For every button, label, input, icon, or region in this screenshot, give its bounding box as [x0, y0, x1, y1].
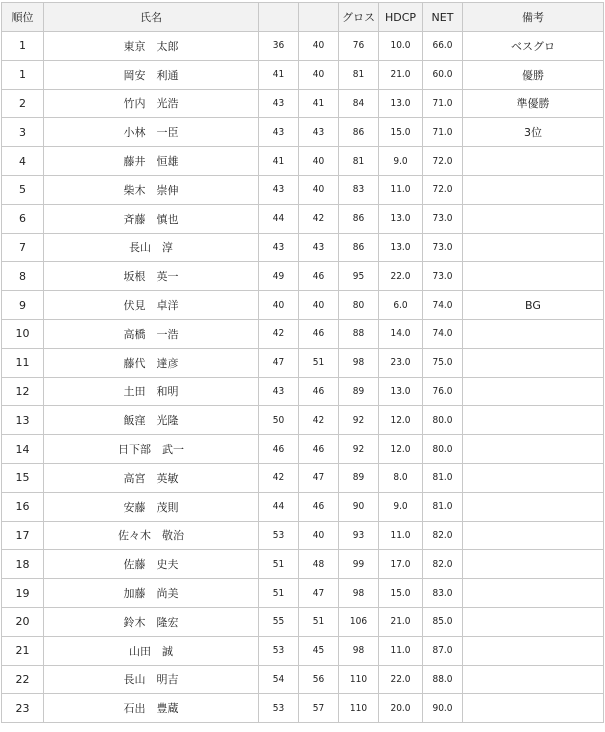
table-row	[2, 694, 604, 723]
table-row	[2, 492, 604, 521]
cell-out: 53	[259, 521, 299, 550]
cell-out: 36	[259, 32, 299, 61]
cell-net: 81.0	[423, 463, 463, 492]
cell-gross: 110	[339, 694, 379, 723]
cell-name: 竹内 光浩	[44, 89, 259, 118]
cell-net: 80.0	[423, 406, 463, 435]
cell-rank: 13	[2, 406, 44, 435]
cell-in: 46	[299, 492, 339, 521]
cell-rank: 17	[2, 521, 44, 550]
cell-net: 73.0	[423, 204, 463, 233]
cell-hdcp: 10.0	[379, 32, 423, 61]
cell-in: 51	[299, 607, 339, 636]
cell-in: 42	[299, 204, 339, 233]
cell-in: 46	[299, 435, 339, 464]
cell-hdcp: 15.0	[379, 579, 423, 608]
cell-name: 藤井 恒雄	[44, 147, 259, 176]
cell-remarks	[463, 521, 604, 550]
cell-gross: 99	[339, 550, 379, 579]
table-row	[2, 204, 604, 233]
cell-gross: 88	[339, 319, 379, 348]
cell-in: 40	[299, 147, 339, 176]
header-net: NET	[423, 3, 463, 32]
cell-remarks: 準優勝	[463, 89, 604, 118]
cell-hdcp: 11.0	[379, 175, 423, 204]
cell-remarks	[463, 377, 604, 406]
table-row	[2, 262, 604, 291]
cell-gross: 106	[339, 607, 379, 636]
cell-in: 45	[299, 636, 339, 665]
cell-rank: 22	[2, 665, 44, 694]
cell-gross: 83	[339, 175, 379, 204]
cell-name: 石出 豊蔵	[44, 694, 259, 723]
cell-gross: 81	[339, 60, 379, 89]
cell-name: 長山 明吉	[44, 665, 259, 694]
cell-gross: 80	[339, 291, 379, 320]
cell-hdcp: 9.0	[379, 147, 423, 176]
table-row	[2, 579, 604, 608]
cell-gross: 90	[339, 492, 379, 521]
cell-remarks	[463, 348, 604, 377]
cell-remarks	[463, 579, 604, 608]
cell-hdcp: 11.0	[379, 521, 423, 550]
table-row	[2, 89, 604, 118]
cell-rank: 8	[2, 262, 44, 291]
header-hdcp: HDCP	[379, 3, 423, 32]
cell-hdcp: 14.0	[379, 319, 423, 348]
table-row	[2, 348, 604, 377]
cell-net: 73.0	[423, 262, 463, 291]
cell-in: 40	[299, 32, 339, 61]
cell-out: 50	[259, 406, 299, 435]
cell-out: 47	[259, 348, 299, 377]
cell-out: 44	[259, 204, 299, 233]
cell-name: 坂根 英一	[44, 262, 259, 291]
cell-in: 47	[299, 579, 339, 608]
cell-rank: 15	[2, 463, 44, 492]
cell-rank: 10	[2, 319, 44, 348]
cell-hdcp: 21.0	[379, 60, 423, 89]
table-row	[2, 377, 604, 406]
cell-name: 飯窪 光隆	[44, 406, 259, 435]
cell-net: 66.0	[423, 32, 463, 61]
cell-rank: 11	[2, 348, 44, 377]
table-row	[2, 636, 604, 665]
cell-gross: 86	[339, 233, 379, 262]
cell-gross: 84	[339, 89, 379, 118]
cell-in: 40	[299, 175, 339, 204]
cell-out: 53	[259, 694, 299, 723]
cell-net: 80.0	[423, 435, 463, 464]
cell-net: 73.0	[423, 233, 463, 262]
cell-in: 57	[299, 694, 339, 723]
table-row	[2, 32, 604, 61]
cell-hdcp: 13.0	[379, 89, 423, 118]
results-table	[1, 2, 604, 723]
cell-hdcp: 22.0	[379, 665, 423, 694]
cell-rank: 1	[2, 32, 44, 61]
cell-hdcp: 22.0	[379, 262, 423, 291]
cell-net: 90.0	[423, 694, 463, 723]
cell-net: 60.0	[423, 60, 463, 89]
cell-gross: 86	[339, 118, 379, 147]
cell-gross: 81	[339, 147, 379, 176]
cell-hdcp: 6.0	[379, 291, 423, 320]
cell-gross: 98	[339, 348, 379, 377]
cell-hdcp: 11.0	[379, 636, 423, 665]
cell-gross: 92	[339, 406, 379, 435]
cell-name: 佐藤 史夫	[44, 550, 259, 579]
cell-rank: 9	[2, 291, 44, 320]
cell-net: 72.0	[423, 175, 463, 204]
header-gross: グロス	[339, 3, 379, 32]
cell-rank: 14	[2, 435, 44, 464]
cell-in: 40	[299, 291, 339, 320]
cell-net: 75.0	[423, 348, 463, 377]
cell-rank: 18	[2, 550, 44, 579]
cell-out: 49	[259, 262, 299, 291]
cell-out: 43	[259, 89, 299, 118]
table-row	[2, 60, 604, 89]
cell-remarks	[463, 147, 604, 176]
cell-gross: 86	[339, 204, 379, 233]
cell-rank: 20	[2, 607, 44, 636]
table-row	[2, 291, 604, 320]
cell-remarks	[463, 175, 604, 204]
cell-net: 72.0	[423, 147, 463, 176]
table-row	[2, 147, 604, 176]
cell-rank: 4	[2, 147, 44, 176]
cell-in: 41	[299, 89, 339, 118]
header-in	[299, 3, 339, 32]
cell-in: 46	[299, 377, 339, 406]
cell-out: 46	[259, 435, 299, 464]
cell-hdcp: 20.0	[379, 694, 423, 723]
cell-in: 43	[299, 118, 339, 147]
cell-out: 43	[259, 377, 299, 406]
cell-rank: 3	[2, 118, 44, 147]
cell-remarks	[463, 607, 604, 636]
cell-hdcp: 8.0	[379, 463, 423, 492]
cell-gross: 89	[339, 377, 379, 406]
cell-name: 東京 太郎	[44, 32, 259, 61]
cell-in: 48	[299, 550, 339, 579]
cell-name: 安藤 茂則	[44, 492, 259, 521]
cell-remarks	[463, 406, 604, 435]
cell-hdcp: 13.0	[379, 204, 423, 233]
cell-remarks	[463, 463, 604, 492]
cell-remarks	[463, 694, 604, 723]
cell-name: 土田 和明	[44, 377, 259, 406]
cell-name: 長山 淳	[44, 233, 259, 262]
table-body	[2, 32, 604, 723]
cell-name: 鈴木 隆宏	[44, 607, 259, 636]
cell-out: 40	[259, 291, 299, 320]
header-rank: 順位	[2, 3, 44, 32]
cell-out: 43	[259, 118, 299, 147]
cell-gross: 89	[339, 463, 379, 492]
table-row	[2, 319, 604, 348]
cell-remarks	[463, 262, 604, 291]
cell-rank: 5	[2, 175, 44, 204]
cell-name: 柴木 崇伸	[44, 175, 259, 204]
cell-remarks: ベスグロ	[463, 32, 604, 61]
table-row	[2, 435, 604, 464]
header-out	[259, 3, 299, 32]
cell-gross: 110	[339, 665, 379, 694]
cell-gross: 98	[339, 579, 379, 608]
cell-out: 51	[259, 550, 299, 579]
cell-remarks	[463, 233, 604, 262]
cell-in: 40	[299, 60, 339, 89]
cell-net: 88.0	[423, 665, 463, 694]
cell-name: 佐々木 敬治	[44, 521, 259, 550]
cell-net: 74.0	[423, 319, 463, 348]
cell-gross: 93	[339, 521, 379, 550]
cell-rank: 16	[2, 492, 44, 521]
cell-gross: 76	[339, 32, 379, 61]
cell-remarks: BG	[463, 291, 604, 320]
table-row	[2, 463, 604, 492]
cell-hdcp: 17.0	[379, 550, 423, 579]
table-row	[2, 118, 604, 147]
cell-remarks	[463, 204, 604, 233]
cell-rank: 1	[2, 60, 44, 89]
cell-out: 51	[259, 579, 299, 608]
cell-hdcp: 23.0	[379, 348, 423, 377]
cell-out: 43	[259, 175, 299, 204]
header-remarks: 備考	[463, 3, 604, 32]
cell-in: 46	[299, 262, 339, 291]
cell-name: 岡安 利通	[44, 60, 259, 89]
table-row	[2, 175, 604, 204]
cell-rank: 7	[2, 233, 44, 262]
cell-hdcp: 15.0	[379, 118, 423, 147]
cell-hdcp: 21.0	[379, 607, 423, 636]
cell-net: 83.0	[423, 579, 463, 608]
cell-gross: 98	[339, 636, 379, 665]
cell-remarks	[463, 319, 604, 348]
cell-in: 46	[299, 319, 339, 348]
cell-in: 40	[299, 521, 339, 550]
table-row	[2, 550, 604, 579]
cell-rank: 12	[2, 377, 44, 406]
table-row	[2, 233, 604, 262]
cell-remarks: 3位	[463, 118, 604, 147]
cell-out: 54	[259, 665, 299, 694]
cell-hdcp: 9.0	[379, 492, 423, 521]
cell-hdcp: 13.0	[379, 377, 423, 406]
cell-out: 53	[259, 636, 299, 665]
cell-name: 小林 一臣	[44, 118, 259, 147]
table-row	[2, 607, 604, 636]
cell-net: 87.0	[423, 636, 463, 665]
cell-net: 74.0	[423, 291, 463, 320]
cell-out: 44	[259, 492, 299, 521]
header-row	[2, 3, 604, 32]
cell-in: 51	[299, 348, 339, 377]
cell-net: 85.0	[423, 607, 463, 636]
cell-name: 加藤 尚美	[44, 579, 259, 608]
cell-net: 76.0	[423, 377, 463, 406]
cell-remarks	[463, 636, 604, 665]
cell-out: 42	[259, 319, 299, 348]
cell-name: 高橋 一浩	[44, 319, 259, 348]
cell-remarks	[463, 492, 604, 521]
table-row	[2, 521, 604, 550]
cell-rank: 6	[2, 204, 44, 233]
cell-rank: 21	[2, 636, 44, 665]
cell-remarks	[463, 665, 604, 694]
cell-out: 42	[259, 463, 299, 492]
cell-rank: 2	[2, 89, 44, 118]
cell-hdcp: 13.0	[379, 233, 423, 262]
cell-net: 81.0	[423, 492, 463, 521]
cell-name: 伏見 卓洋	[44, 291, 259, 320]
table-row	[2, 406, 604, 435]
cell-out: 55	[259, 607, 299, 636]
cell-net: 82.0	[423, 521, 463, 550]
cell-out: 43	[259, 233, 299, 262]
cell-remarks: 優勝	[463, 60, 604, 89]
cell-rank: 19	[2, 579, 44, 608]
cell-net: 71.0	[423, 89, 463, 118]
cell-out: 41	[259, 60, 299, 89]
cell-remarks	[463, 550, 604, 579]
cell-in: 42	[299, 406, 339, 435]
cell-rank: 23	[2, 694, 44, 723]
cell-net: 82.0	[423, 550, 463, 579]
cell-hdcp: 12.0	[379, 406, 423, 435]
cell-name: 高宮 英敏	[44, 463, 259, 492]
cell-name: 山田 誠	[44, 636, 259, 665]
cell-in: 47	[299, 463, 339, 492]
cell-gross: 95	[339, 262, 379, 291]
table-row	[2, 665, 604, 694]
cell-in: 43	[299, 233, 339, 262]
cell-in: 56	[299, 665, 339, 694]
cell-name: 斉藤 慎也	[44, 204, 259, 233]
cell-out: 41	[259, 147, 299, 176]
cell-net: 71.0	[423, 118, 463, 147]
cell-hdcp: 12.0	[379, 435, 423, 464]
cell-name: 藤代 達彦	[44, 348, 259, 377]
cell-gross: 92	[339, 435, 379, 464]
cell-remarks	[463, 435, 604, 464]
header-name: 氏名	[44, 3, 259, 32]
cell-name: 日下部 武一	[44, 435, 259, 464]
